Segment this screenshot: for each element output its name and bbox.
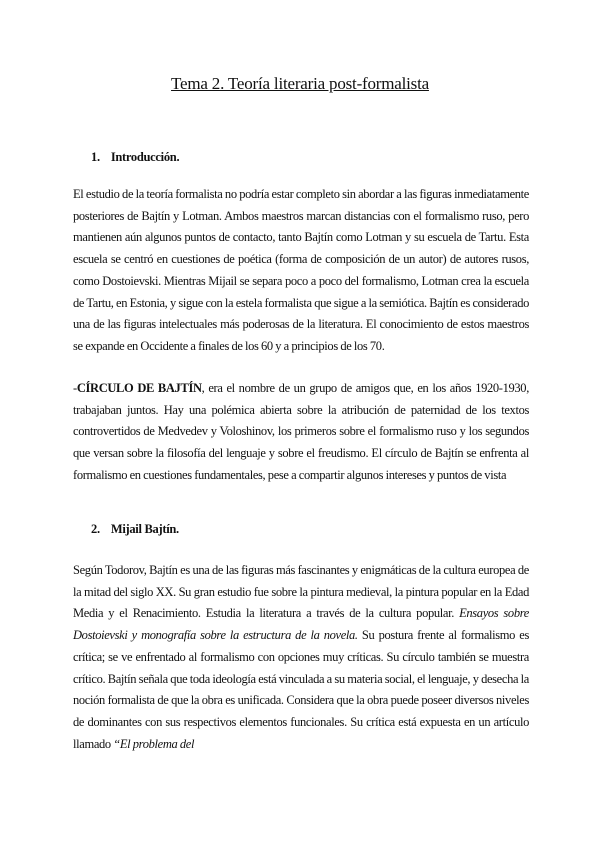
section-heading-introduccion bbox=[91, 150, 179, 165]
bajtin-text-start: Según Todorov, Bajtín es una de las figuras más fascinantes y enigmáticas de la cultura europea de la mitad del siglo XX. Su gran estudio fue sobre la pintura medieval, la pintura popular en la Edad Media y el Renacimiento. Estudia la literatura a través de la cultura popular. bbox=[73, 563, 529, 621]
article-title-quote: “El problema del bbox=[113, 736, 195, 751]
paragraph-circulo-de-bajtin bbox=[73, 378, 529, 487]
circle-description: , era el nombre de un grupo de amigos que, en los años 1920-1930, trabajaban juntos. Hay una polémica abierta sobre la atribución de paternidad de los textos controvertidos de Medvedev y Voloshinov, los primeros sobre el formalismo ruso y los segundos que versan sobre la filosofía del lenguaje y sobre el freudismo. El círculo de Bajtín se enfrenta al formalismo en cuestiones fundamentales, pese a compartir algunos intereses y puntos de vista bbox=[73, 381, 529, 482]
section-heading-label: Introducción. bbox=[110, 150, 180, 164]
section-number: 2. bbox=[91, 522, 100, 536]
section-heading-label: Mijail Bajtín. bbox=[110, 522, 179, 536]
paragraph-introduction: El estudio de la teoría formalista no podría estar completo sin abordar a las figuras inmediatamente posteriores de Bajtín y Lotman. Ambos maestros marcan distancias con el formalismo ruso, pero mantienen aún algunos puntos de contacto, tanto Bajtín como Lotman y su escuela de Tartu. Esta escuela se centró en cuestiones de poética (forma de composición de un autor) de autores rusos, como Dostoievski. Mientras Mijail se separa poco a poco del formalismo, Lotman crea la escuela de Tartu, en Estonia, y sigue con la estela formalista que sigue a la semiótica. Bajtín es considerado una de las figuras intelectuales más poderosas de la literatura. El conocimiento de estos maestros se expande en Occidente a finales de los 60 y a principios de los 70. bbox=[73, 187, 529, 353]
bajtin-text-middle: Su postura frente al formalismo es crítica; se ve enfrentado al formalismo con opciones muy críticas. Su círculo también se muestra crítico. Bajtín señala que toda ideología está vinculada a su materia social, el lenguaje, y desecha la noción formalista de que la obra es unificada. Considera que la obra puede poseer diversos niveles de dominantes con sus respectivos elementos funcionales. Su crítica está expuesta en un artículo llamado bbox=[73, 628, 529, 751]
circle-term: CÍRCULO DE BAJTÍN bbox=[76, 381, 202, 395]
dash-prefix: - bbox=[73, 381, 77, 395]
paragraph-bajtin bbox=[73, 560, 529, 755]
section-number: 1. bbox=[91, 150, 100, 164]
document-title: Tema 2. Teoría literaria post-formalista bbox=[171, 74, 429, 93]
section-heading-mijail-bajtin bbox=[91, 522, 179, 537]
bajtin-works-title: Ensayos sobre Dostoievski y monografía sobre la estructura de la novela. bbox=[73, 606, 529, 643]
